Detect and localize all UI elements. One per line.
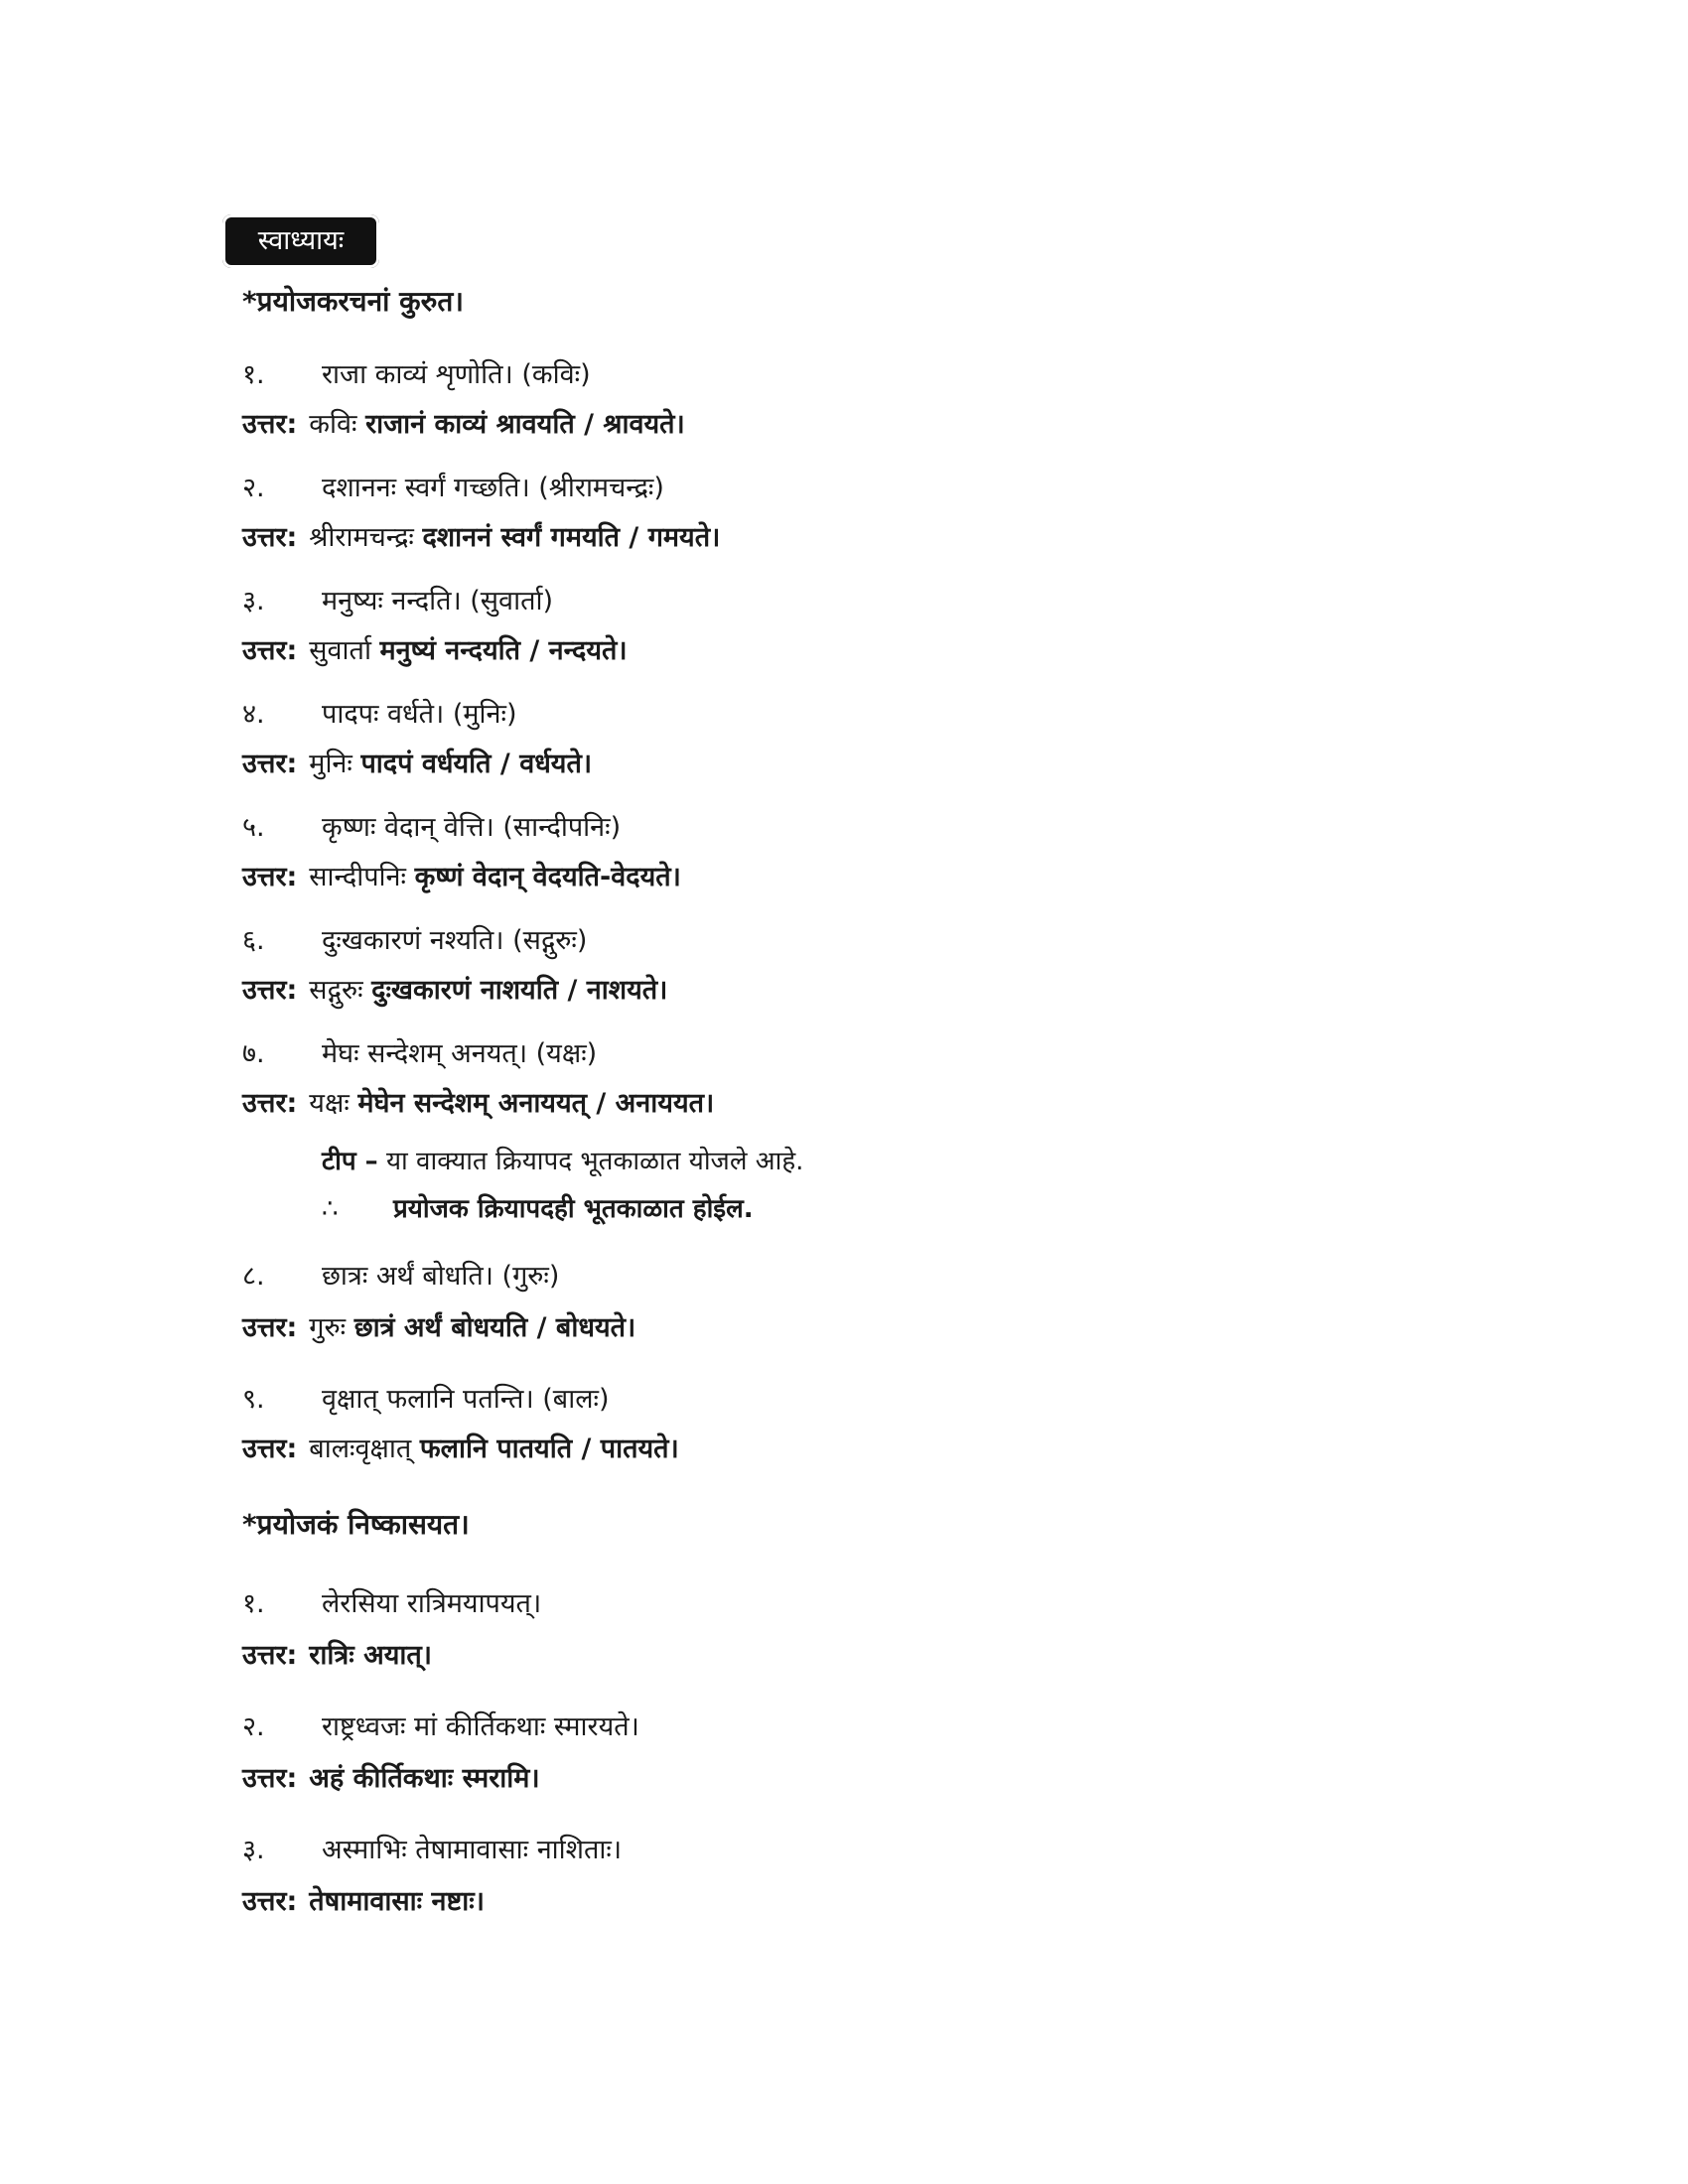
question-4: ४. पादपः वर्धते। (मुनिः) (242, 699, 517, 730)
answer-3: उत्तर: सुवार्ता मनुष्यं नन्दयति / नन्दयते। (242, 635, 628, 666)
s2-answer-1: उत्तर: रात्रिः अयात्। (242, 1640, 432, 1671)
question-6: ६. दुःखकारणं नश्यति। (सद्गुरुः) (242, 925, 588, 956)
tip-conclusion: ∴ प्रयोजक क्रियापदही भूतकाळात होईल. (322, 1194, 754, 1224)
s2-question-1: १. लेरसिया रात्रिमयापयत्। (242, 1588, 542, 1619)
answer-4: उत्तर: मुनिः पादपं वर्धयति / वर्धयते। (242, 749, 593, 779)
answer-9: उत्तर: बालःवृक्षात् फलानि पातयति / पातयते। (242, 1433, 679, 1464)
section-heading-badge: स्वाध्यायः (222, 214, 379, 268)
question-9: ९. वृक्षात् फलानि पतन्ति। (बालः) (242, 1384, 610, 1415)
answer-6: उत्तर: सद्गुरुः दुःखकारणं नाशयति / नाशयते। (242, 975, 668, 1006)
s2-question-3: ३. अस्माभिः तेषामावासाः नाशिताः। (242, 1835, 623, 1865)
s2-answer-2: उत्तर: अहं कीर्तिकथाः स्मरामि। (242, 1763, 540, 1794)
section1-title: *प्रयोजकरचनां कुरुत। (242, 285, 464, 318)
section2-title: *प्रयोजकं निष्कासयत। (242, 1508, 470, 1541)
question-2: २. दशाननः स्वर्गं गच्छति। (श्रीरामचन्द्रः) (242, 473, 664, 503)
answer-1: उत्तर: कविः राजानं काव्यं श्रावयति / श्रावयते। (242, 409, 685, 440)
question-3: ३. मनुष्यः नन्दति। (सुवार्ता) (242, 586, 553, 616)
answer-2: उत्तर: श्रीरामचन्द्रः दशाननं स्वर्गं गमयति / गमयते। (242, 522, 721, 553)
s2-answer-3: उत्तर: तेषामावासाः नष्टाः। (242, 1886, 485, 1917)
answer-5: उत्तर: सान्दीपनिः कृष्णं वेदान् वेदयति-वेदयते। (242, 862, 681, 892)
question-1: १. राजा काव्यं शृणोति। (कविः) (242, 359, 591, 390)
answer-7: उत्तर: यक्षः मेघेन सन्देशम् अनाययत् / अनाययत। (242, 1088, 715, 1119)
question-5: ५. कृष्णः वेदान् वेत्ति। (सान्दीपनिः) (242, 812, 622, 843)
question-8: ८. छात्रः अर्थं बोधति। (गुरुः) (242, 1261, 560, 1292)
question-7: ७. मेघः सन्देशम् अनयत्। (यक्षः) (242, 1038, 598, 1069)
s2-question-2: २. राष्ट्रध्वजः मां कीर्तिकथाः स्मारयते। (242, 1711, 639, 1742)
answer-8: उत्तर: गुरुः छात्रं अर्थं बोधयति / बोधयते। (242, 1312, 636, 1343)
tip-note: टीप – या वाक्यात क्रियापद भूतकाळात योजले आहे. (322, 1147, 804, 1176)
